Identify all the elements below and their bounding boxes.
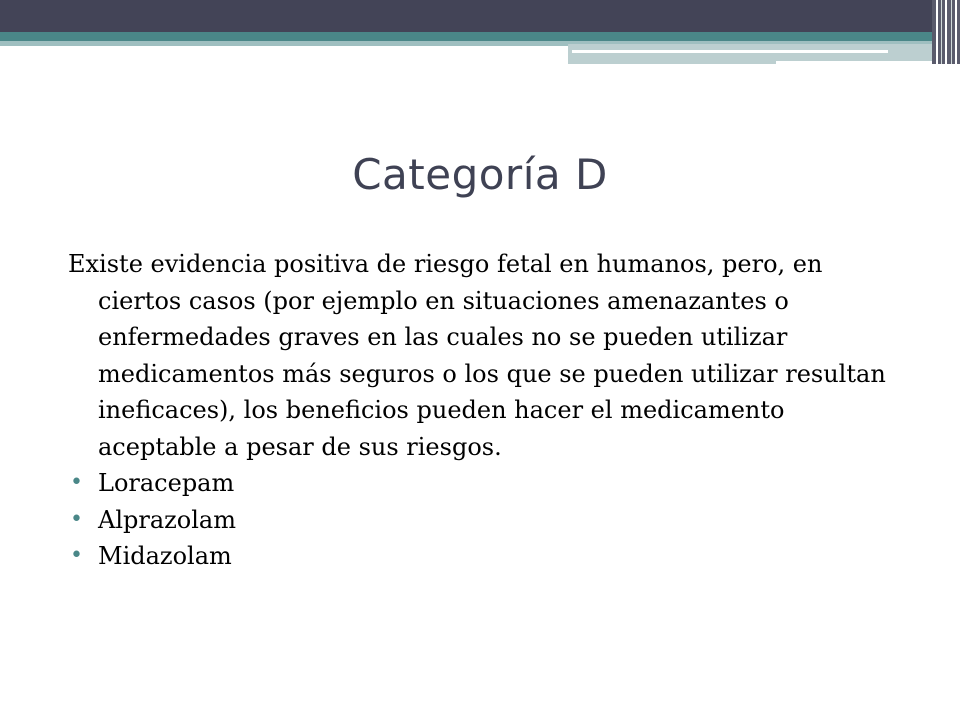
list-item-label: Alprazolam [98,505,236,534]
header-corner-stripes [932,0,960,64]
body-paragraph: Existe evidencia positiva de riesgo fetal en humanos, pero, en ciertos casos (por ejemplo en situaciones amenazantes o enfermedades graves en las cuales no se pueden utilizar medicamentos más seguros o los que se pueden utilizar resultan ineficaces), los beneficios pueden hacer el medicamento aceptable a pesar de sus riesgos. [68,250,886,461]
slide-body [68,246,908,575]
bullet-list [68,465,908,575]
header-band-dark [0,0,960,32]
slide-title: Categoría D [352,150,608,199]
list-item-label: Loracepam [98,469,235,497]
list-item-label: Midazolam [98,542,232,570]
bullet-icon: • [70,506,83,532]
header-white-line [776,61,932,64]
bullet-icon: • [70,543,83,568]
header-band-teal [0,32,932,41]
bullet-icon: • [70,470,83,495]
list-item [68,538,908,575]
list-item [68,465,908,502]
header-white-line [572,50,888,53]
list-item [68,502,908,539]
